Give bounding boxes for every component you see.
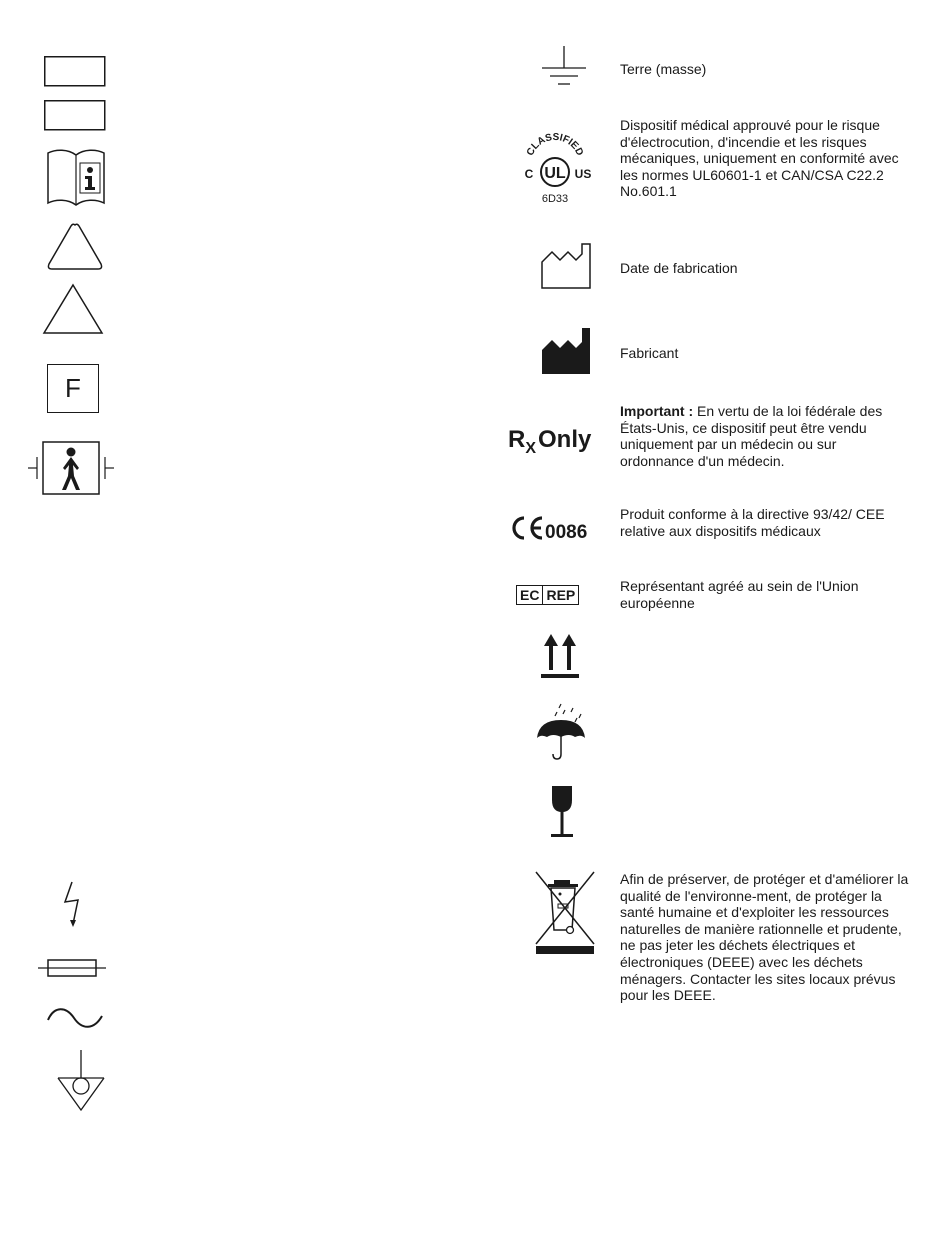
- ce-mark-description: Produit conforme à la directive 93/42/ CEE relative aux dispositifs médicaux: [620, 506, 885, 539]
- weee-crossed-bin-icon: [532, 870, 598, 956]
- ec-rep-mark: [516, 585, 579, 605]
- keep-dry-icon: [535, 704, 587, 760]
- rx-only-mark: [508, 426, 592, 457]
- ul-classified-text: CLASSIFIED: [524, 131, 586, 158]
- rx-only-text: Only: [538, 426, 592, 453]
- date-of-manufacture-icon: [540, 242, 592, 290]
- manufacturer-icon: [542, 328, 592, 374]
- this-way-up-icon: [541, 632, 581, 680]
- rx-important-label: Important :: [620, 403, 694, 419]
- rx-description-text: En vertu de la loi fédérale des États-Unis, ce dispositif peut être vendu uniquement par un médecin ou sur ordonnance d'un médecin.: [620, 403, 883, 469]
- ul-us-text: US: [574, 167, 592, 181]
- equipotentiality-icon: [56, 1050, 106, 1112]
- fuse-icon: [38, 957, 106, 979]
- ul-code-text: 6D33: [541, 193, 569, 205]
- rx-x-text: X: [525, 440, 537, 457]
- svg-text:CLASSIFIED: [525, 132, 585, 158]
- defibrillation-proof-type-bf-icon: [28, 440, 114, 496]
- ul-center-text: UL: [544, 165, 566, 182]
- ul-classified-description: Dispositif médical approuvé pour le risque d'électrocution, d'incendie et les risques mécaniques, uniquement en conformité avec les normes UL60601-1 et CAN/CSA C22.2 No.601.1: [620, 117, 899, 200]
- ec-rep-description: Représentant agréé au sein de l'Union européenne: [620, 578, 859, 611]
- on-off-box-icon-1: [44, 56, 106, 87]
- fragile-icon: [548, 786, 576, 838]
- warning-triangle-icon: [42, 283, 104, 335]
- ul-classified-mark-icon: [513, 131, 597, 210]
- dangerous-voltage-icon: [62, 880, 86, 930]
- alternating-current-icon: [46, 1004, 104, 1032]
- date-of-manufacture-description: Date de fabrication: [620, 260, 738, 276]
- ec-text: EC: [520, 587, 540, 603]
- earth-ground-icon: [540, 44, 588, 90]
- rep-text: REP: [542, 586, 578, 604]
- ce-mark-icon: [510, 514, 600, 542]
- caution-triangle-icon: [46, 222, 104, 272]
- type-f-letter: F: [65, 373, 81, 403]
- rx-only-description: [620, 403, 910, 469]
- type-f-applied-part-icon: [47, 364, 99, 413]
- consult-instructions-icon: [46, 149, 106, 205]
- rx-r-text: R: [508, 426, 526, 453]
- manufacturer-description: Fabricant: [620, 345, 679, 361]
- weee-description: Afin de préserver, de protéger et d'améliorer la qualité de l'environne-ment, de protéger la santé humaine et d'exploiter les ressources naturelles de manière rationnelle et prudente, ne pas jeter les déchets électriques et électroniques (DEEE) avec les déchets ménagers. Contacter les sites locaux prévus pour les DEEE.: [620, 871, 909, 1004]
- ul-c-text: C: [524, 167, 534, 181]
- earth-ground-description: Terre (masse): [620, 61, 707, 77]
- ce-number-text: 0086: [545, 522, 588, 543]
- on-off-box-icon-2: [44, 100, 106, 131]
